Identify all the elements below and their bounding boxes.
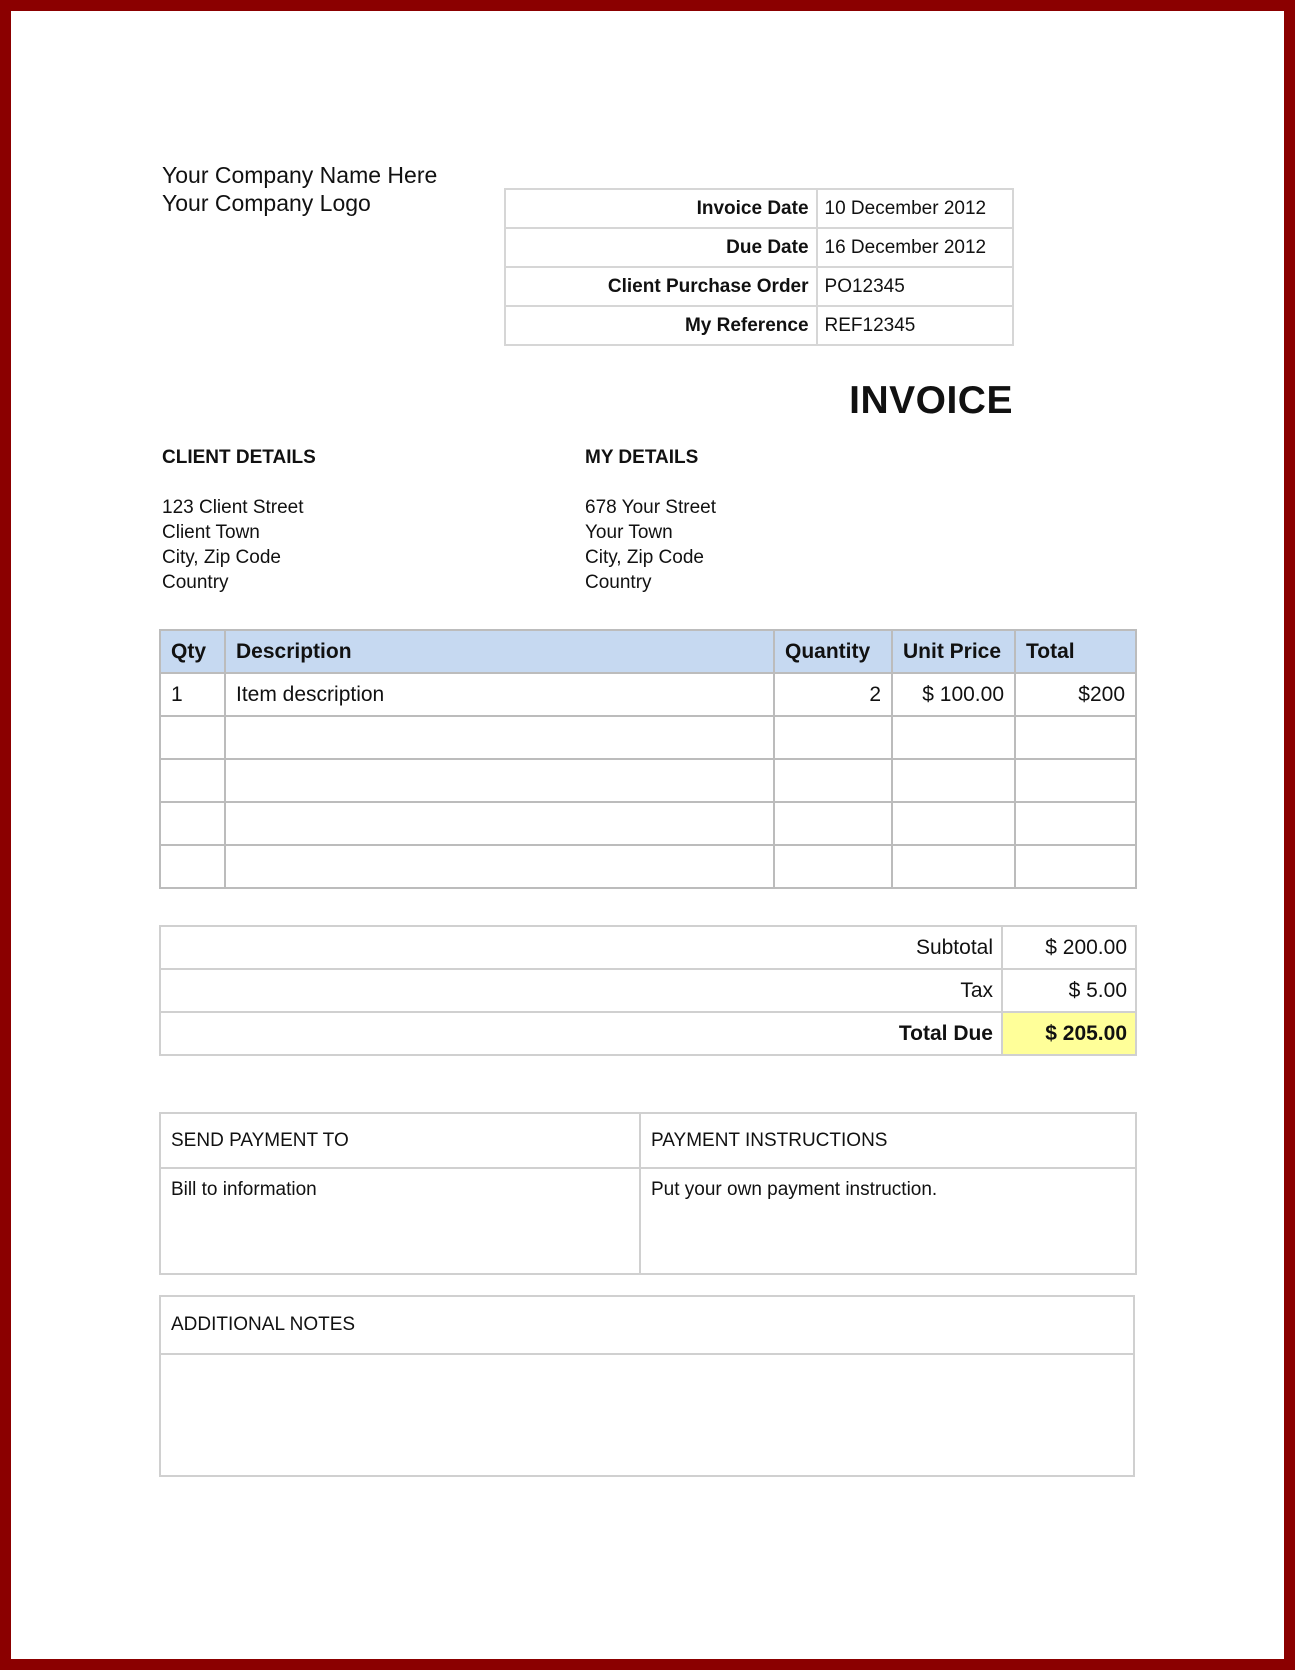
- table-row: [160, 759, 1136, 802]
- company-logo-placeholder: Your Company Logo: [162, 190, 371, 216]
- cell-total: [1015, 759, 1136, 802]
- company-block: [162, 161, 437, 217]
- client-address-line: City, Zip Code: [162, 547, 281, 568]
- tax-amount: $ 5.00: [1002, 969, 1136, 1012]
- meta-value: PO12345: [817, 267, 1013, 306]
- table-row: [160, 802, 1136, 845]
- line-items-header: [160, 630, 1136, 673]
- meta-label: Due Date: [505, 228, 817, 267]
- cell-unit-price: [892, 802, 1015, 845]
- total-due-label: Total Due: [160, 1012, 1002, 1055]
- cell-qty: [160, 845, 225, 888]
- meta-label: Client Purchase Order: [505, 267, 817, 306]
- additional-notes-table: [159, 1295, 1135, 1477]
- cell-unit-price: $ 100.00: [892, 673, 1015, 716]
- subtotal-row: [160, 926, 1136, 969]
- cell-total: [1015, 845, 1136, 888]
- my-address-line: City, Zip Code: [585, 547, 704, 568]
- tax-label: Tax: [160, 969, 1002, 1012]
- meta-value: REF12345: [817, 306, 1013, 345]
- cell-qty: [160, 716, 225, 759]
- send-payment-text: Bill to information: [160, 1168, 640, 1274]
- total-due-amount: $ 205.00: [1002, 1012, 1136, 1055]
- additional-notes-text: [160, 1354, 1134, 1476]
- cell-description: [225, 759, 774, 802]
- cell-quantity: [774, 759, 892, 802]
- meta-row-due-date: [505, 228, 1013, 267]
- meta-label: Invoice Date: [505, 189, 817, 228]
- cell-total: [1015, 802, 1136, 845]
- notes-body-row: [160, 1354, 1134, 1476]
- cell-quantity: [774, 845, 892, 888]
- column-header-description: Description: [225, 630, 774, 673]
- client-address-line: 123 Client Street: [162, 497, 304, 518]
- cell-qty: 1: [160, 673, 225, 716]
- my-address-line: 678 Your Street: [585, 497, 716, 518]
- payment-instructions-heading: PAYMENT INSTRUCTIONS: [640, 1113, 1136, 1168]
- meta-row-invoice-date: [505, 189, 1013, 228]
- meta-value: 10 December 2012: [817, 189, 1013, 228]
- tax-row: [160, 969, 1136, 1012]
- client-details-heading: CLIENT DETAILS: [162, 447, 316, 468]
- meta-row-reference: [505, 306, 1013, 345]
- subtotal-label: Subtotal: [160, 926, 1002, 969]
- cell-quantity: 2: [774, 673, 892, 716]
- payment-table: [159, 1112, 1137, 1275]
- my-address-line: Your Town: [585, 522, 673, 543]
- company-name: Your Company Name Here: [162, 162, 438, 188]
- payment-body-row: [160, 1168, 1136, 1274]
- client-details: [162, 445, 316, 595]
- additional-notes-heading: ADDITIONAL NOTES: [160, 1296, 1134, 1354]
- cell-quantity: [774, 716, 892, 759]
- cell-description: Item description: [225, 673, 774, 716]
- table-row: [160, 845, 1136, 888]
- cell-total: $200: [1015, 673, 1136, 716]
- column-header-quantity: Quantity: [774, 630, 892, 673]
- cell-qty: [160, 759, 225, 802]
- my-details-heading: MY DETAILS: [585, 447, 699, 468]
- cell-description: [225, 716, 774, 759]
- client-address-line: Client Town: [162, 522, 260, 543]
- cell-unit-price: [892, 716, 1015, 759]
- invoice-meta-table: [504, 188, 1014, 346]
- my-details: [585, 445, 716, 595]
- cell-unit-price: [892, 759, 1015, 802]
- payment-header-row: [160, 1113, 1136, 1168]
- payment-instructions-text: Put your own payment instruction.: [640, 1168, 1136, 1274]
- cell-unit-price: [892, 845, 1015, 888]
- send-payment-heading: SEND PAYMENT TO: [160, 1113, 640, 1168]
- table-row: [160, 716, 1136, 759]
- totals-table: [159, 925, 1137, 1056]
- line-items-table: [159, 629, 1137, 889]
- table-row: [160, 673, 1136, 716]
- total-due-row: [160, 1012, 1136, 1055]
- column-header-unit-price: Unit Price: [892, 630, 1015, 673]
- my-address-line: Country: [585, 572, 652, 593]
- meta-row-purchase-order: [505, 267, 1013, 306]
- column-header-qty: Qty: [160, 630, 225, 673]
- column-header-total: Total: [1015, 630, 1136, 673]
- client-address-line: Country: [162, 572, 229, 593]
- document-title: INVOICE: [849, 379, 1013, 422]
- meta-label: My Reference: [505, 306, 817, 345]
- cell-quantity: [774, 802, 892, 845]
- cell-total: [1015, 716, 1136, 759]
- cell-description: [225, 802, 774, 845]
- subtotal-amount: $ 200.00: [1002, 926, 1136, 969]
- cell-qty: [160, 802, 225, 845]
- meta-value: 16 December 2012: [817, 228, 1013, 267]
- notes-header-row: [160, 1296, 1134, 1354]
- cell-description: [225, 845, 774, 888]
